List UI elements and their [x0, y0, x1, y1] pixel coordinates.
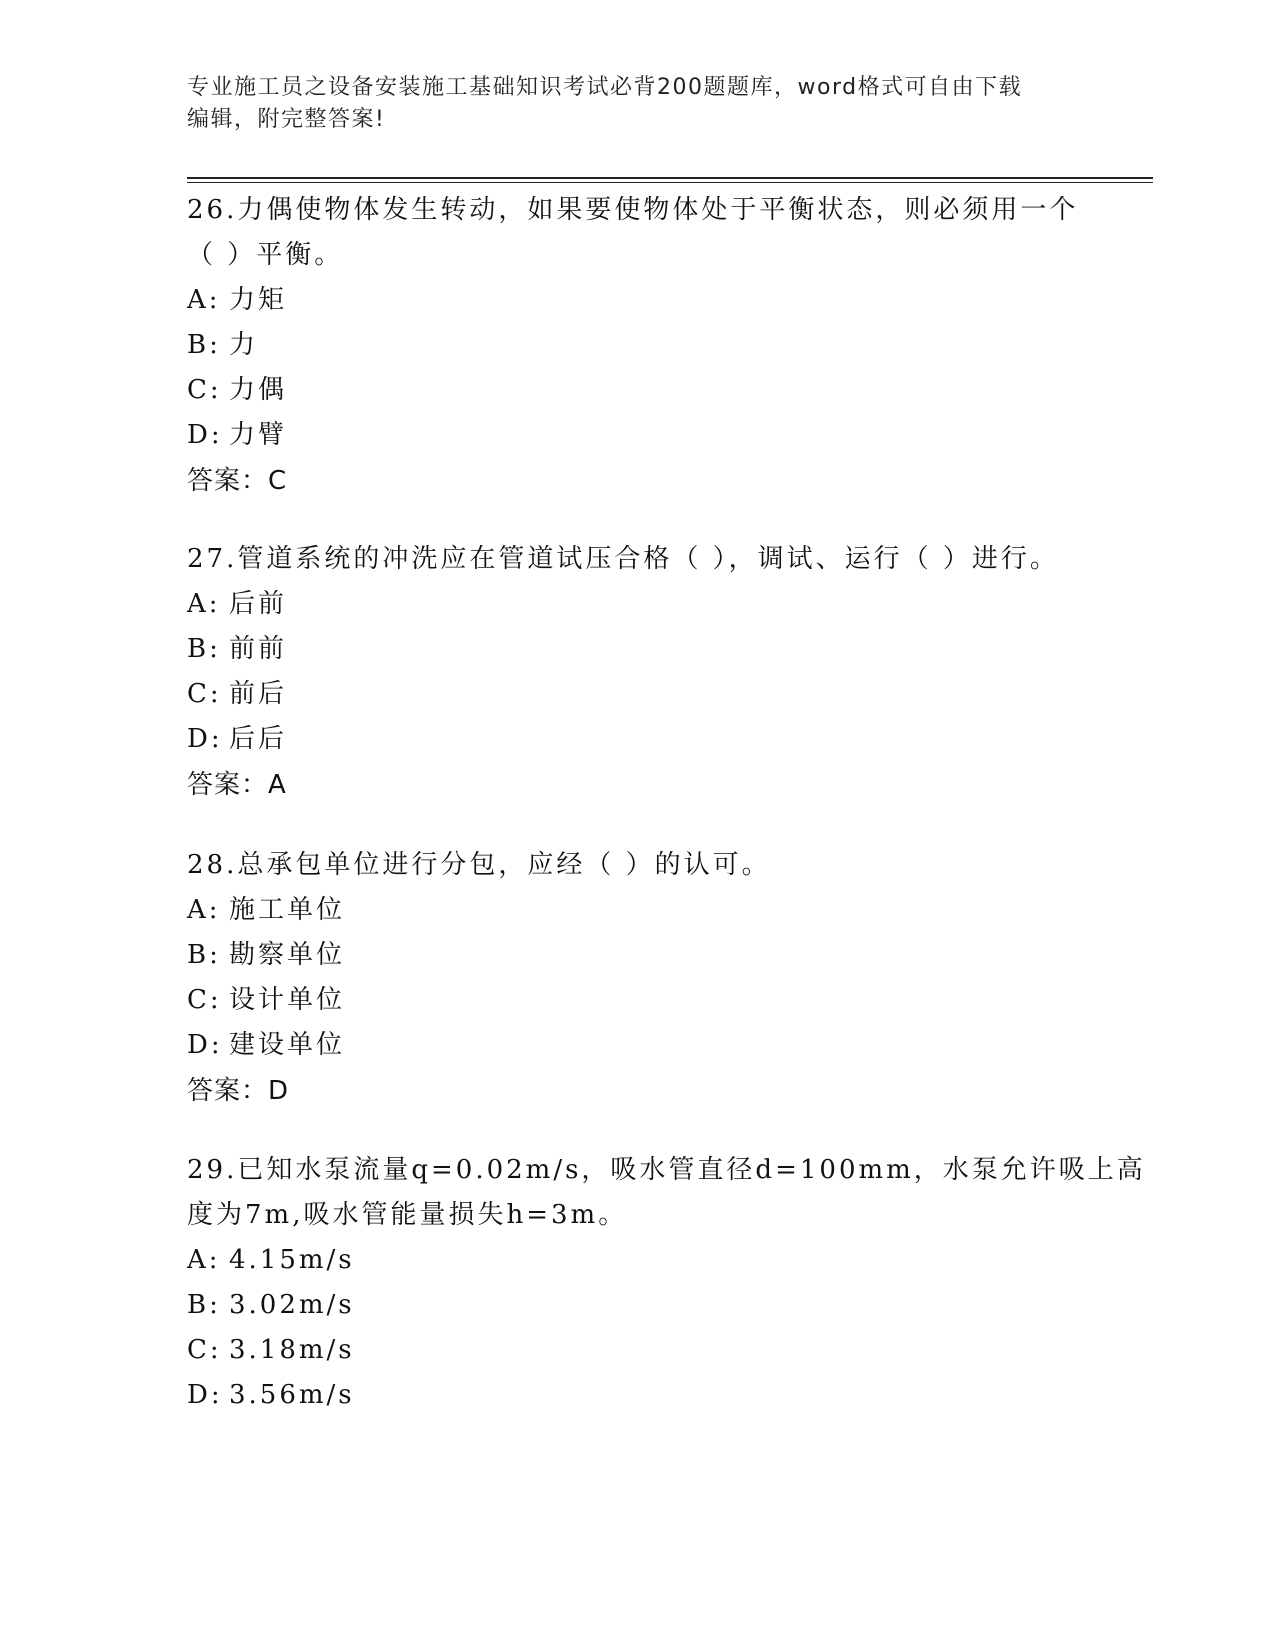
option-key: D: [187, 724, 223, 754]
option-text: 施工单位 [229, 895, 346, 925]
option-a [187, 1238, 1087, 1283]
header-line-2: 编辑，附完整答案! [187, 107, 386, 132]
option-key: A: [187, 589, 221, 619]
option-text: 3.56m/s [229, 1380, 355, 1410]
option-c [187, 978, 1087, 1023]
option-key: C: [187, 1335, 222, 1365]
option-b [187, 323, 1087, 368]
option-key: C: [187, 985, 222, 1015]
option-a [187, 278, 1087, 323]
option-key: C: [187, 679, 222, 709]
question-text [187, 188, 1087, 278]
option-b [187, 1283, 1087, 1328]
option-text: 建设单位 [229, 1030, 346, 1060]
question-26 [187, 188, 1087, 504]
header-line-1: 专业施工员之设备安装施工基础知识考试必背200题题库，word格式可自由下载 [187, 75, 1023, 100]
option-text: 前后 [229, 679, 288, 709]
question-line: （ ）平衡。 [187, 240, 344, 270]
option-a [187, 582, 1087, 627]
header-divider-thin [187, 182, 1153, 183]
option-b [187, 933, 1087, 978]
option-text: 力矩 [229, 285, 288, 315]
question-line: 28.总承包单位进行分包，应经（ ）的认可。 [187, 850, 771, 880]
option-a [187, 888, 1087, 933]
question-line: 度为7m,吸水管能量损失h=3m。 [187, 1200, 628, 1230]
option-b [187, 627, 1087, 672]
option-key: D: [187, 1030, 223, 1060]
option-key: B: [187, 1290, 221, 1320]
question-text [187, 537, 1087, 582]
question-27 [187, 537, 1087, 808]
option-d [187, 717, 1087, 762]
option-text: 力臂 [229, 420, 288, 450]
option-text: 力偶 [229, 375, 288, 405]
question-text [187, 1148, 1146, 1238]
option-text: 后后 [229, 724, 288, 754]
question-line: 27.管道系统的冲洗应在管道试压合格（ ），调试、运行（ ）进行。 [187, 544, 1059, 574]
option-c [187, 672, 1087, 717]
option-text: 前前 [229, 634, 288, 664]
option-text: 勘察单位 [229, 940, 346, 970]
question-line: 26.力偶使物体发生转动，如果要使物体处于平衡状态，则必须用一个 [187, 195, 1079, 225]
option-d [187, 1023, 1087, 1068]
answer-line: 答案：C [187, 466, 288, 496]
option-text: 3.18m/s [229, 1335, 355, 1365]
option-text: 力 [229, 330, 259, 360]
option-key: C: [187, 375, 222, 405]
option-text: 设计单位 [229, 985, 346, 1015]
question-28 [187, 843, 1087, 1114]
option-c [187, 1328, 1087, 1373]
answer-line: 答案：A [187, 770, 287, 800]
option-d [187, 413, 1087, 458]
question-29 [187, 1148, 1146, 1418]
option-text: 3.02m/s [229, 1290, 355, 1320]
option-key: B: [187, 634, 221, 664]
option-key: A: [187, 1245, 221, 1275]
option-key: A: [187, 895, 221, 925]
option-key: A: [187, 285, 221, 315]
question-line: 29.已知水泵流量q=0.02m/s，吸水管直径d=100mm，水泵允许吸上高 [187, 1155, 1146, 1185]
header-divider-thick [187, 177, 1153, 179]
option-text: 后前 [229, 589, 288, 619]
option-text: 4.15m/s [229, 1245, 355, 1275]
document-header [187, 72, 1067, 136]
option-key: D: [187, 1380, 223, 1410]
option-key: D: [187, 420, 223, 450]
answer-line: 答案：D [187, 1076, 290, 1106]
option-key: B: [187, 940, 221, 970]
option-d [187, 1373, 1087, 1418]
option-key: B: [187, 330, 221, 360]
option-c [187, 368, 1087, 413]
question-text [187, 843, 1087, 888]
